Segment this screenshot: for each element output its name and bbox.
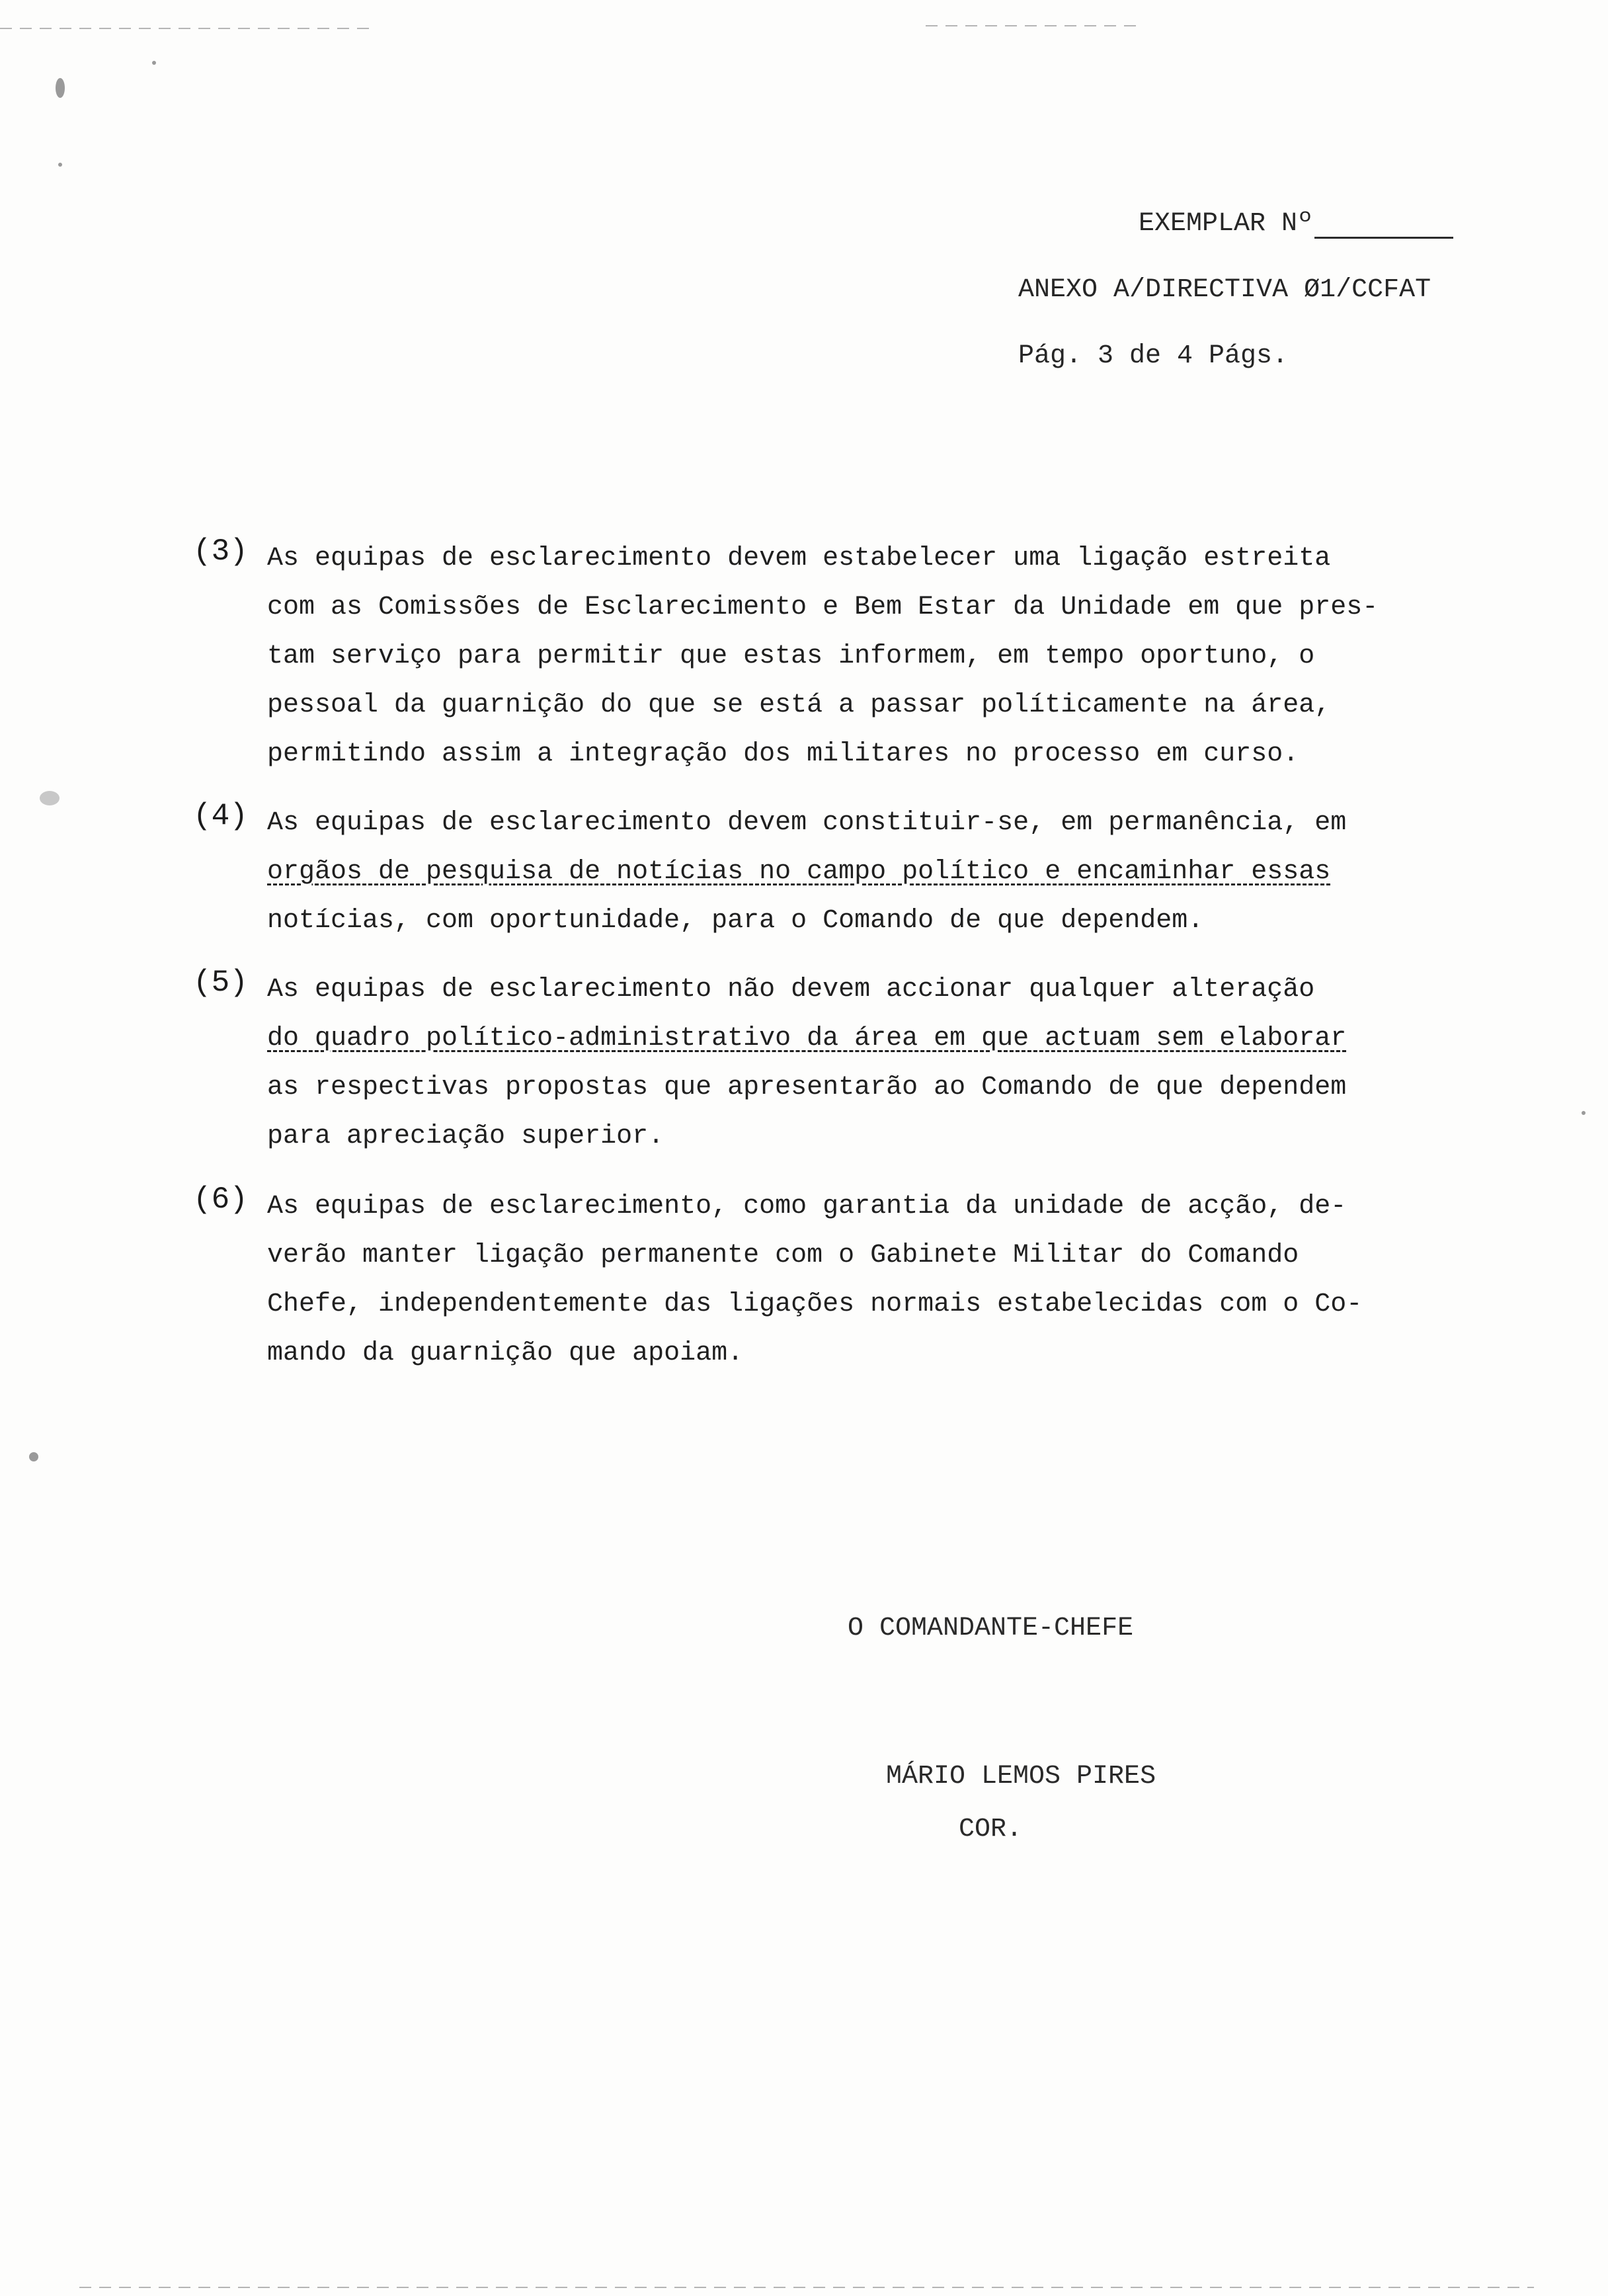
paragraph-line: tam serviço para permitir que estas informem, em tempo oportuno, o xyxy=(267,641,1315,671)
signature-title: O COMANDANTE-CHEFE xyxy=(848,1614,1134,1643)
scan-artifact-top-rule xyxy=(0,28,370,29)
paragraph-line: mando da guarnição que apoiam. xyxy=(267,1338,744,1368)
page-info: Pág. 3 de 4 Págs. xyxy=(1018,341,1289,371)
exemplar-number-line xyxy=(1139,209,1453,239)
scan-speck xyxy=(1582,1111,1586,1115)
paragraph-number: (4) xyxy=(193,799,248,833)
signature-name: MÁRIO LEMOS PIRES xyxy=(886,1762,1156,1791)
paragraph-line: As equipas de esclarecimento devem estabelecer uma ligação estreita xyxy=(267,544,1331,573)
paragraph-text xyxy=(267,965,1346,1161)
paragraph-line: Chefe, independentemente das ligações normais estabelecidas com o Co- xyxy=(267,1290,1363,1319)
paragraph-line: as respectivas propostas que apresentarão ao Comando de que dependem xyxy=(267,1073,1347,1102)
paragraph-line: As equipas de esclarecimento não devem accionar qualquer alteração xyxy=(267,975,1315,1004)
paragraph-line: pessoal da guarnição do que se está a passar políticamente na área, xyxy=(267,690,1331,720)
paragraph-line: com as Comissões de Esclarecimento e Bem Estar da Unidade em que pres- xyxy=(267,593,1379,622)
scan-speck xyxy=(58,163,62,167)
paragraph-line: permitindo assim a integração dos militares no processo em curso. xyxy=(267,739,1299,769)
paragraph-line: para apreciação superior. xyxy=(267,1122,664,1151)
paragraph-number: (6) xyxy=(193,1182,248,1217)
paragraph-line-underlined: orgãos de pesquisa de notícias no campo político e encaminhar essas xyxy=(267,857,1331,887)
exemplar-label: EXEMPLAR Nº xyxy=(1139,209,1314,239)
signature-rank: COR. xyxy=(959,1815,1023,1844)
scan-speck xyxy=(40,791,60,805)
paragraph-number: (5) xyxy=(193,965,248,1000)
annex-reference: ANEXO A/DIRECTIVA Ø1/CCFAT xyxy=(1018,275,1431,305)
scan-artifact-top-rule-2 xyxy=(926,25,1137,26)
paragraph-text xyxy=(267,534,1378,779)
paragraph-line: verão manter ligação permanente com o Gabinete Militar do Comando xyxy=(267,1241,1299,1270)
paragraph-number: (3) xyxy=(193,534,248,569)
scan-speck xyxy=(152,61,156,65)
paragraph-line: notícias, com oportunidade, para o Comando de que dependem. xyxy=(267,906,1204,936)
exemplar-blank-field xyxy=(1314,217,1453,239)
scan-speck xyxy=(29,1452,38,1461)
paragraph-line: As equipas de esclarecimento devem constituir-se, em permanência, em xyxy=(267,808,1347,838)
paragraph-line: As equipas de esclarecimento, como garantia da unidade de acção, de- xyxy=(267,1192,1347,1221)
scan-artifact-bottom-rule xyxy=(79,2287,1534,2288)
paragraph-text xyxy=(267,1182,1362,1378)
paragraph-line-underlined: do quadro político-administrativo da área em que actuam sem elaborar xyxy=(267,1024,1347,1053)
scan-speck xyxy=(56,78,65,98)
paragraph-text xyxy=(267,799,1346,946)
